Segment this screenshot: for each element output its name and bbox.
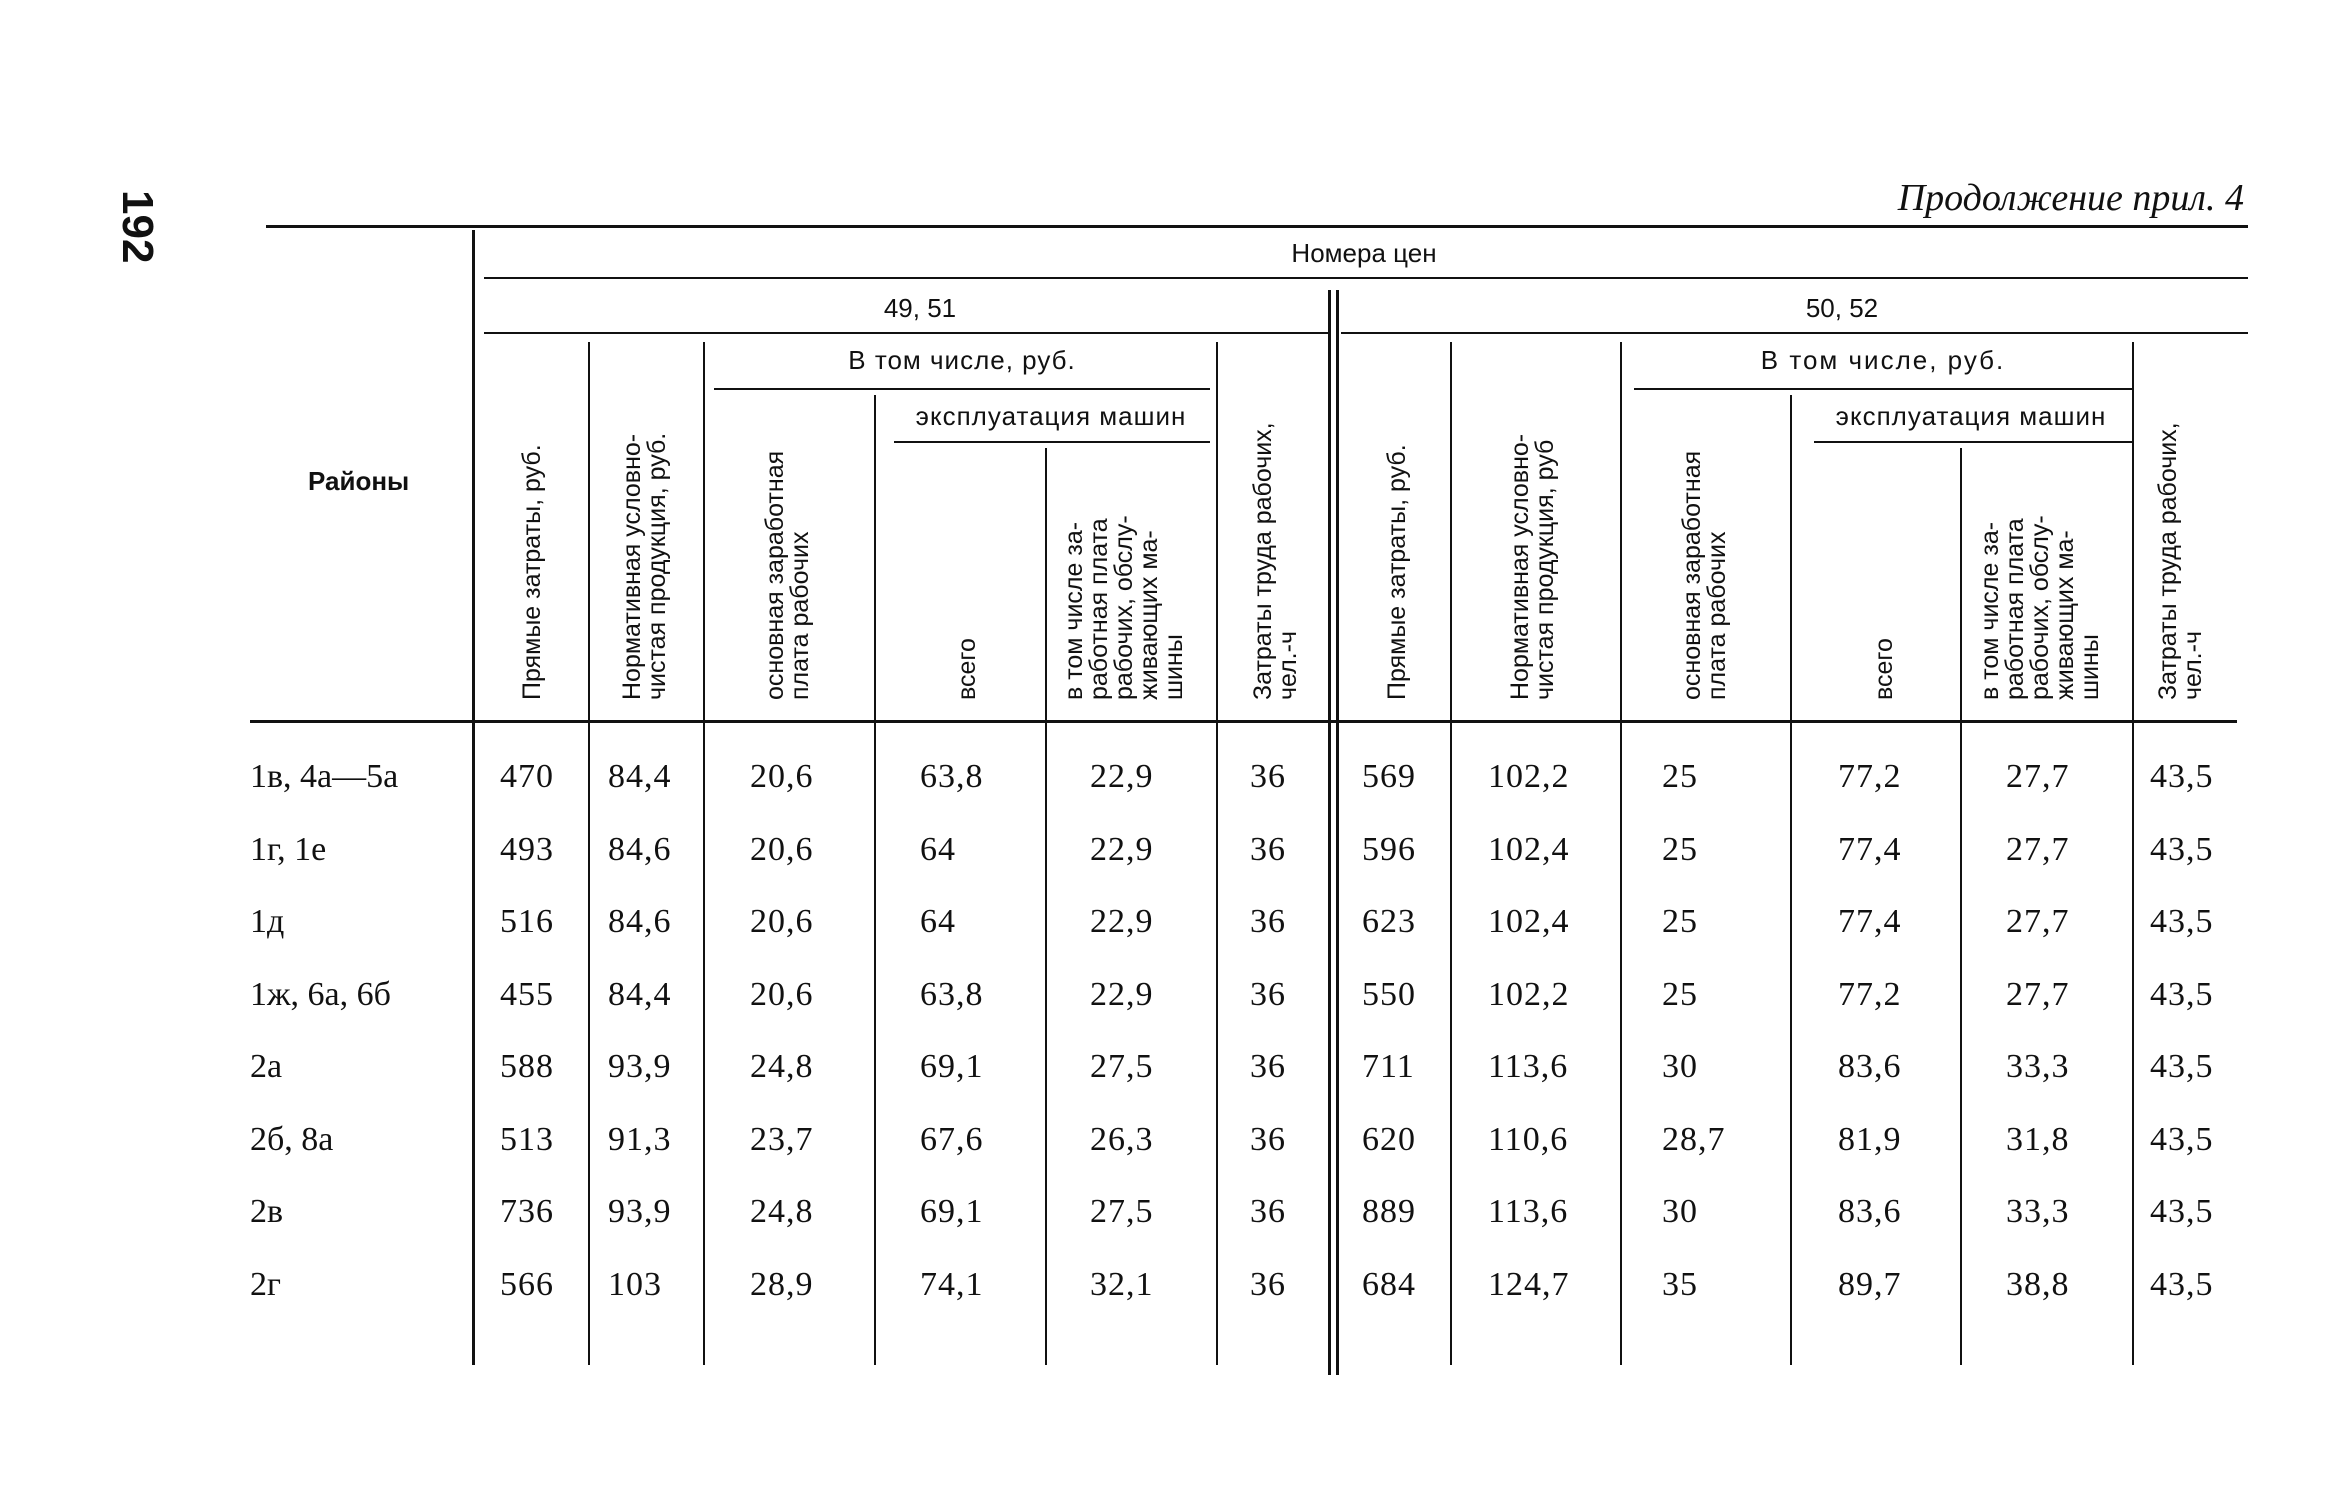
col-divider-4 xyxy=(1045,448,1047,1365)
table-cell: 36 xyxy=(1250,1121,1286,1158)
incl-b-rule xyxy=(1634,388,2132,390)
row-region: 2б, 8а xyxy=(250,1121,334,1158)
table-cell: 77,2 xyxy=(1838,758,1902,795)
table-cell: 20,6 xyxy=(750,831,814,868)
table-cell: 93,9 xyxy=(608,1048,672,1085)
table-cell: 91,3 xyxy=(608,1121,672,1158)
row-region: 1г, 1е xyxy=(250,831,327,868)
group-a-rule xyxy=(484,332,1330,334)
table-cell: 596 xyxy=(1362,831,1416,868)
table-cell: 30 xyxy=(1662,1048,1698,1085)
incl-a-header: В том числе, руб. xyxy=(848,345,1076,375)
table-cell: 69,1 xyxy=(920,1048,984,1085)
regions-header: Районы xyxy=(308,466,410,496)
table-cell: 63,8 xyxy=(920,976,984,1013)
table-cell: 124,7 xyxy=(1488,1266,1570,1303)
table-cell: 43,5 xyxy=(2150,1048,2214,1085)
table-cell: 43,5 xyxy=(2150,1193,2214,1230)
price-numbers-header: Номера цен xyxy=(1291,238,1437,268)
row-region: 2г xyxy=(250,1266,281,1303)
table-cell: 81,9 xyxy=(1838,1121,1902,1158)
table-cell: 89,7 xyxy=(1838,1266,1902,1303)
group-b-header: 50, 52 xyxy=(1805,293,1879,323)
group-divider-right xyxy=(1336,290,1339,1375)
hdr-normative-a: Нормативная условно- чистая продукция, руб. xyxy=(618,432,671,700)
table-cell: 77,4 xyxy=(1838,831,1902,868)
col-divider-5 xyxy=(1216,342,1218,1365)
hdr-total-b: всего xyxy=(1870,638,1898,700)
table-cell: 22,9 xyxy=(1090,976,1154,1013)
incl-a-rule xyxy=(714,388,1210,390)
hdr-normative-b: Нормативная условно- чистая продукция, руб xyxy=(1506,433,1559,700)
hdr-total-a: всего xyxy=(953,638,981,700)
table-cell: 493 xyxy=(500,831,554,868)
table-cell: 43,5 xyxy=(2150,1266,2214,1303)
table-cell: 28,7 xyxy=(1662,1121,1726,1158)
table-cell: 25 xyxy=(1662,976,1698,1013)
price-numbers-rule xyxy=(484,277,2248,279)
table-cell: 64 xyxy=(920,831,956,868)
table-cell: 77,4 xyxy=(1838,903,1902,940)
table-cell: 455 xyxy=(500,976,554,1013)
table-cell: 889 xyxy=(1362,1193,1416,1230)
hdr-labor-a: Затраты труда рабочих, чел.-ч xyxy=(1249,422,1302,700)
table-cell: 103 xyxy=(608,1266,662,1303)
table-cell: 30 xyxy=(1662,1193,1698,1230)
col-divider-11 xyxy=(2132,342,2134,1365)
col-divider-10 xyxy=(1960,448,1962,1365)
table-cell: 36 xyxy=(1250,903,1286,940)
table-cell: 33,3 xyxy=(2006,1048,2070,1085)
table-cell: 83,6 xyxy=(1838,1193,1902,1230)
table-cell: 102,4 xyxy=(1488,831,1570,868)
table-cell: 93,9 xyxy=(608,1193,672,1230)
col-divider-1 xyxy=(588,342,590,1365)
table-cell: 470 xyxy=(500,758,554,795)
table-cell: 513 xyxy=(500,1121,554,1158)
table-cell: 33,3 xyxy=(2006,1193,2070,1230)
table-cell: 84,6 xyxy=(608,903,672,940)
machines-b-rule xyxy=(1814,441,2132,443)
table-cell: 43,5 xyxy=(2150,1121,2214,1158)
hdr-incl-wage-b: в том числе за- работная плата рабочих, обслу- живающих ма- шины xyxy=(1976,515,2104,700)
table-cell: 20,6 xyxy=(750,903,814,940)
table-cell: 27,5 xyxy=(1090,1193,1154,1230)
table-cell: 22,9 xyxy=(1090,831,1154,868)
hdr-labor-b: Затраты труда рабочих, чел.-ч xyxy=(2154,422,2207,700)
table-cell: 22,9 xyxy=(1090,903,1154,940)
hdr-incl-wage-a: в том числе за- работная плата рабочих, обслу- живающих ма- шины xyxy=(1060,515,1188,700)
table-top-rule xyxy=(266,225,2248,228)
row-region: 1д xyxy=(250,903,285,940)
table-cell: 32,1 xyxy=(1090,1266,1154,1303)
table-cell: 77,2 xyxy=(1838,976,1902,1013)
table-cell: 569 xyxy=(1362,758,1416,795)
table-cell: 711 xyxy=(1362,1048,1415,1085)
continuation-note: Продолжение прил. 4 xyxy=(1897,177,2244,219)
table-cell: 43,5 xyxy=(2150,903,2214,940)
col-divider-8 xyxy=(1620,342,1622,1365)
table-cell: 64 xyxy=(920,903,956,940)
hdr-direct-costs-a: Прямые затраты, руб. xyxy=(518,444,546,700)
table-cell: 63,8 xyxy=(920,758,984,795)
incl-b-header: В том числе, руб. xyxy=(1760,345,2006,375)
table-cell: 24,8 xyxy=(750,1193,814,1230)
table-cell: 84,4 xyxy=(608,758,672,795)
row-region: 2в xyxy=(250,1193,284,1230)
col-divider-9 xyxy=(1790,395,1792,1365)
table-cell: 36 xyxy=(1250,1193,1286,1230)
table-cell: 27,7 xyxy=(2006,831,2070,868)
table-cell: 36 xyxy=(1250,758,1286,795)
table-cell: 516 xyxy=(500,903,554,940)
table-cell: 566 xyxy=(500,1266,554,1303)
table-cell: 588 xyxy=(500,1048,554,1085)
table-cell: 550 xyxy=(1362,976,1416,1013)
table-cell: 84,4 xyxy=(608,976,672,1013)
table-cell: 43,5 xyxy=(2150,831,2214,868)
table-cell: 36 xyxy=(1250,831,1286,868)
table-cell: 36 xyxy=(1250,1048,1286,1085)
hdr-base-wage-a: основная заработная плата рабочих xyxy=(761,450,814,700)
table-cell: 24,8 xyxy=(750,1048,814,1085)
table-cell: 25 xyxy=(1662,758,1698,795)
hdr-direct-costs-b: Прямые затраты, руб. xyxy=(1383,444,1411,700)
table-cell: 23,7 xyxy=(750,1121,814,1158)
table-cell: 102,2 xyxy=(1488,758,1570,795)
table-cell: 684 xyxy=(1362,1266,1416,1303)
table-cell: 102,4 xyxy=(1488,903,1570,940)
group-b-rule xyxy=(1341,332,2248,334)
table-cell: 27,7 xyxy=(2006,976,2070,1013)
regions-divider xyxy=(472,230,475,1365)
machines-a-rule xyxy=(894,441,1210,443)
table-cell: 38,8 xyxy=(2006,1266,2070,1303)
table-cell: 28,9 xyxy=(750,1266,814,1303)
table-cell: 113,6 xyxy=(1488,1048,1569,1085)
table-cell: 83,6 xyxy=(1838,1048,1902,1085)
table-cell: 620 xyxy=(1362,1121,1416,1158)
table-cell: 623 xyxy=(1362,903,1416,940)
table-cell: 31,8 xyxy=(2006,1121,2070,1158)
table-cell: 20,6 xyxy=(750,758,814,795)
table-cell: 67,6 xyxy=(920,1121,984,1158)
col-divider-3 xyxy=(874,395,876,1365)
table-cell: 84,6 xyxy=(608,831,672,868)
table-cell: 113,6 xyxy=(1488,1193,1569,1230)
table-cell: 27,7 xyxy=(2006,903,2070,940)
table-cell: 20,6 xyxy=(750,976,814,1013)
machines-b-header: эксплуатация машин xyxy=(1835,401,2107,431)
table-cell: 43,5 xyxy=(2150,976,2214,1013)
col-divider-2 xyxy=(703,342,705,1365)
col-divider-7 xyxy=(1450,342,1452,1365)
group-a-header: 49, 51 xyxy=(883,293,957,323)
hdr-base-wage-b: основная заработная плата рабочих xyxy=(1678,450,1731,700)
table-cell: 74,1 xyxy=(920,1266,984,1303)
table-cell: 27,7 xyxy=(2006,758,2070,795)
machines-a-header: эксплуатация машин xyxy=(915,401,1187,431)
table-cell: 22,9 xyxy=(1090,758,1154,795)
table-cell: 102,2 xyxy=(1488,976,1570,1013)
table-cell: 736 xyxy=(500,1193,554,1230)
table-cell: 43,5 xyxy=(2150,758,2214,795)
table-cell: 26,3 xyxy=(1090,1121,1154,1158)
page-number: 192 xyxy=(113,190,162,264)
row-region: 1ж, 6а, 6б xyxy=(250,976,391,1013)
row-region: 2а xyxy=(250,1048,283,1085)
header-bottom-rule xyxy=(250,720,2237,723)
table-cell: 25 xyxy=(1662,903,1698,940)
table-cell: 36 xyxy=(1250,976,1286,1013)
table-cell: 27,5 xyxy=(1090,1048,1154,1085)
row-region: 1в, 4а—5а xyxy=(250,758,399,795)
table-cell: 110,6 xyxy=(1488,1121,1569,1158)
table-cell: 69,1 xyxy=(920,1193,984,1230)
table-cell: 35 xyxy=(1662,1266,1698,1303)
table-cell: 25 xyxy=(1662,831,1698,868)
table-cell: 36 xyxy=(1250,1266,1286,1303)
group-divider-left xyxy=(1328,290,1331,1375)
